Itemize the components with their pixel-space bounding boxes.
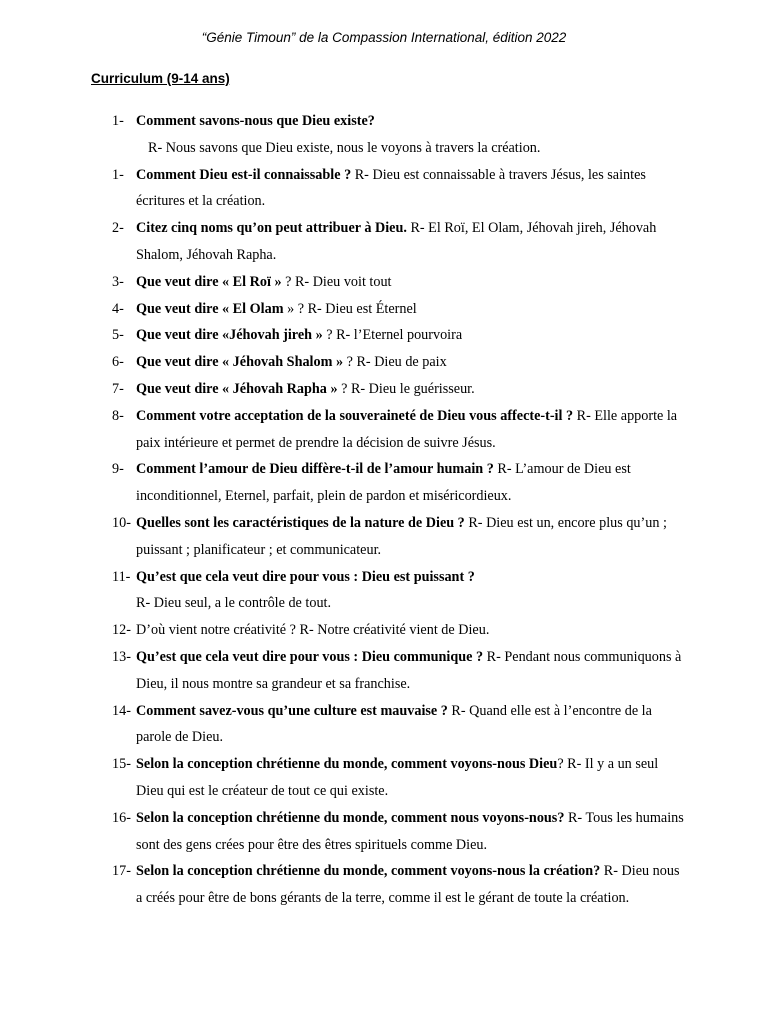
answer-text: R- Elle apporte la paix intérieure et permet de prendre la décision de suivre Jésus.: [136, 407, 678, 451]
question-item: [112, 162, 684, 216]
item-number: 1-: [112, 166, 124, 183]
item-number: 16-: [112, 809, 131, 826]
question-item: [112, 108, 684, 162]
question-item: [112, 644, 684, 698]
question-item: [112, 349, 684, 376]
answer-text: R- Quand elle est à l’encontre de la parole de Dieu.: [136, 702, 652, 746]
question-item: [112, 858, 684, 912]
answer-text: R- Nous savons que Dieu existe, nous le voyons à travers la création.: [148, 139, 541, 156]
question-text: Comment votre acceptation de la souveraineté de Dieu vous affecte-t-il ?: [136, 407, 574, 424]
question-item: [112, 456, 684, 510]
question-text: Que veut dire « El Olam: [136, 300, 284, 317]
answer-text: R- Dieu est un, encore plus qu’un ; puissant ; planificateur ; et communicateur.: [136, 514, 667, 558]
question-text: Comment l’amour de Dieu diffère-t-il de l’amour humain ?: [136, 461, 494, 478]
question-item: [112, 215, 684, 269]
question-item: [112, 751, 684, 805]
question-item: [112, 510, 684, 564]
answer-text: ? R- Dieu le guérisseur.: [337, 380, 475, 397]
question-text: Quelles sont les caractéristiques de la nature de Dieu ?: [136, 514, 465, 531]
answer-text: R- Dieu est connaissable à travers Jésus, les saintes écritures et la création.: [136, 166, 646, 210]
question-item: [112, 403, 684, 457]
section-title: Curriculum (9-14 ans): [91, 71, 230, 86]
answer-text: D’où vient notre créativité ? R- Notre créativité vient de Dieu.: [136, 622, 490, 639]
question-item: [112, 269, 684, 296]
question-text: Qu’est que cela veut dire pour vous : Dieu communique ?: [136, 648, 484, 665]
question-text: Citez cinq noms qu’on peut attribuer à Dieu.: [136, 220, 407, 237]
answer-text: ? R- Dieu voit tout: [281, 273, 392, 290]
question-text: Comment Dieu est-il connaissable ?: [136, 166, 352, 183]
question-text: Que veut dire « Jéhovah Rapha »: [136, 380, 338, 397]
answer-text: R- Pendant nous communiquons à Dieu, il nous montre sa grandeur et sa franchise.: [136, 648, 682, 692]
item-number: 14-: [112, 702, 131, 719]
question-item: [112, 296, 684, 323]
answer-text: R- El Roï, El Olam, Jéhovah jireh, Jéhovah Shalom, Jéhovah Rapha.: [136, 220, 657, 263]
item-number: 2-: [112, 220, 124, 237]
item-number: 13-: [112, 648, 131, 665]
item-number: 10-: [112, 514, 131, 531]
answer-text: R- Dieu nous a créés pour être de bons gérants de la terre, comme il est le gérant de toute la création.: [136, 863, 680, 907]
question-text: Qu’est que cela veut dire pour vous : Dieu est puissant ?: [136, 568, 475, 585]
question-item: [112, 698, 684, 752]
question-item: [112, 564, 684, 618]
item-number: 6-: [112, 354, 124, 371]
item-number: 5-: [112, 327, 124, 344]
question-text: Que veut dire «Jéhovah jireh »: [136, 327, 323, 344]
question-text: Que veut dire « El Roï »: [136, 273, 282, 290]
item-number: 9-: [112, 461, 124, 478]
item-number: 4-: [112, 300, 124, 317]
question-text: Comment savons-nous que Dieu existe?: [136, 113, 375, 129]
answer-text: ? R- Dieu de paix: [343, 354, 447, 371]
question-text: Selon la conception chrétienne du monde, comment voyons-nous la création?: [136, 863, 601, 880]
answer-text: R- Dieu seul, a le contrôle de tout.: [136, 595, 332, 612]
item-number: 7-: [112, 380, 124, 397]
item-number: 15-: [112, 756, 131, 773]
question-text: Que veut dire « Jéhovah Shalom »: [136, 354, 344, 371]
answer-text: R- L’amour de Dieu est inconditionnel, Eternel, parfait, plein de pardon et miséricordieux.: [136, 461, 631, 505]
answer-text: ? R- l’Eternel pourvoira: [322, 327, 463, 344]
question-item: [112, 805, 684, 859]
question-text: Selon la conception chrétienne du monde, comment voyons-nous Dieu: [136, 756, 558, 773]
question-text: Comment savez-vous qu’une culture est mauvaise ?: [136, 702, 448, 719]
item-number: 12-: [112, 622, 131, 639]
question-item: [112, 376, 684, 403]
question-item: [112, 322, 684, 349]
question-item: [112, 617, 684, 644]
item-number: 1-: [112, 113, 124, 129]
item-number: 11-: [112, 568, 131, 585]
answer-text: R- Tous les humains sont des gens crées pour être des êtres spirituels comme Dieu.: [136, 809, 684, 853]
question-text: Selon la conception chrétienne du monde, comment nous voyons-nous?: [136, 809, 565, 826]
page-header: “Génie Timoun” de la Compassion International, édition 2022: [201, 30, 567, 45]
item-number: 17-: [112, 863, 131, 880]
item-number: 8-: [112, 407, 124, 424]
answer-text: ? R- Il y a un seul Dieu qui est le créateur de tout ce qui existe.: [136, 756, 659, 799]
question-list: [112, 108, 684, 912]
answer-text: » ? R- Dieu est Éternel: [283, 300, 417, 317]
item-number: 3-: [112, 273, 124, 290]
